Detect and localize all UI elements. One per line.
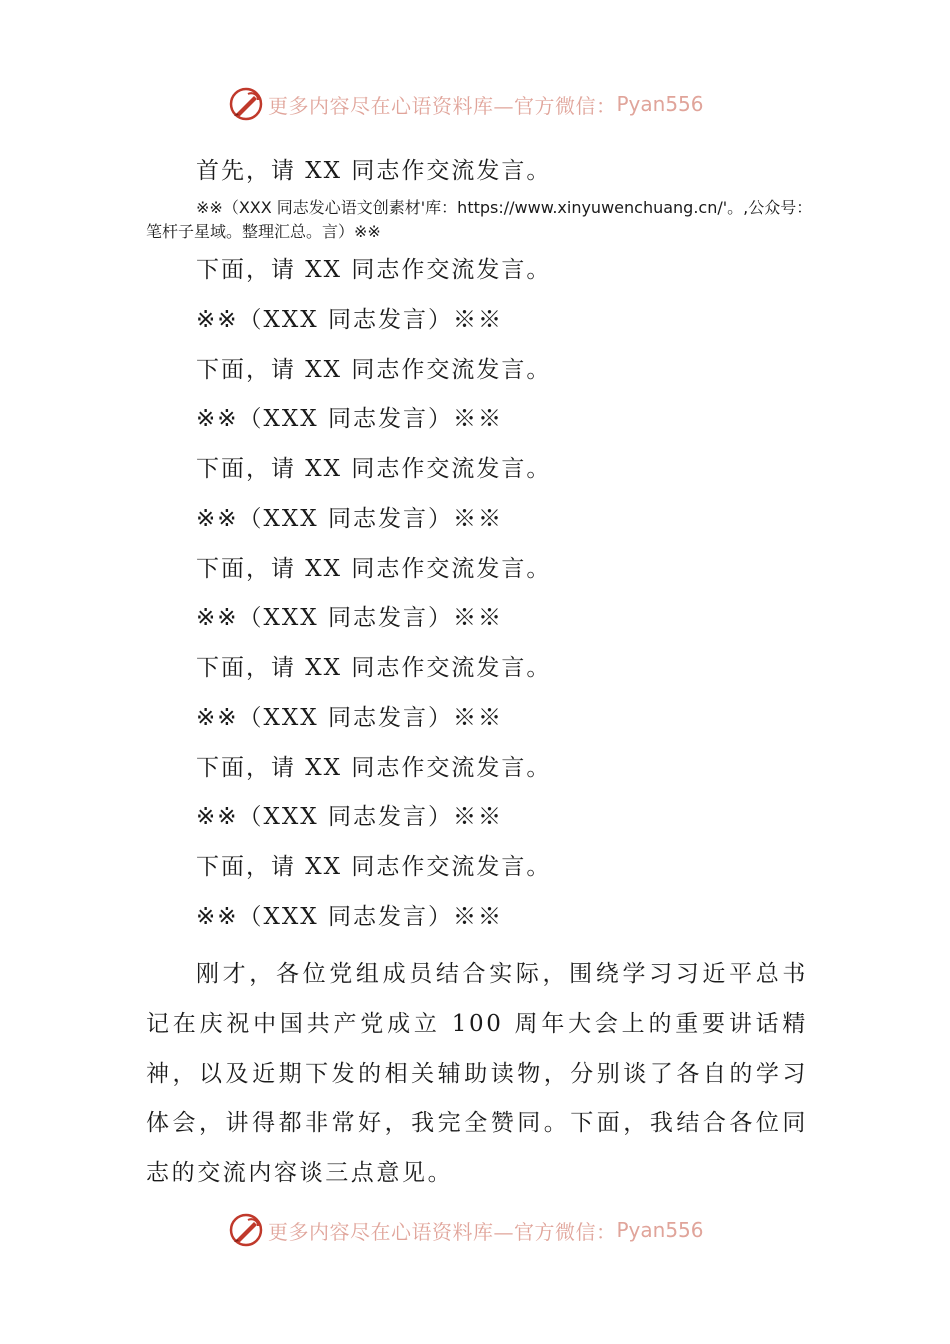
speaker-call-line: 下面，请 XX 同志作交流发言。 [196, 357, 552, 383]
banner-wechat-id: Pyan556 [616, 1218, 704, 1242]
banner-text: 更多内容尽在心语资料库—官方微信： [268, 1219, 617, 1244]
footer-banner [228, 1210, 748, 1250]
speaker-call-line: 下面，请 XX 同志作交流发言。 [196, 556, 552, 582]
speaker-call-line: 下面，请 XX 同志作交流发言。 [196, 755, 552, 781]
source-note: ※※（XXX 同志发心语文创素材'库：https://www.xinyuwenchuang.cn/'。,公众号：笔杆子星域。整理汇总。言）※※ [146, 198, 813, 241]
speech-placeholder-line: ※※（XXX 同志发言）※※ [196, 506, 503, 532]
speech-placeholder-line: ※※（XXX 同志发言）※※ [196, 904, 503, 930]
speaker-call-line: 下面，请 XX 同志作交流发言。 [196, 655, 552, 681]
speech-placeholder-line: ※※（XXX 同志发言）※※ [196, 406, 503, 432]
pen-logo-icon [228, 86, 264, 122]
speech-placeholder-line: ※※（XXX 同志发言）※※ [196, 307, 503, 333]
pen-logo-icon [228, 1212, 264, 1248]
speech-placeholder-line: ※※（XXX 同志发言）※※ [196, 804, 503, 830]
speaker-call-line: 下面，请 XX 同志作交流发言。 [196, 456, 552, 482]
first-speaker-line: 首先，请 XX 同志作交流发言。 [196, 158, 552, 184]
banner-wechat-id: Pyan556 [616, 92, 704, 116]
speaker-call-line: 下面，请 XX 同志作交流发言。 [196, 257, 552, 283]
speech-placeholder-line: ※※（XXX 同志发言）※※ [196, 605, 503, 631]
banner-text: 更多内容尽在心语资料库—官方微信： [268, 93, 617, 118]
speech-placeholder-line: ※※（XXX 同志发言）※※ [196, 705, 503, 731]
header-banner [228, 84, 748, 124]
closing-paragraph: 刚才，各位党组成员结合实际，围绕学习习近平总书记在庆祝中国共产党成立 100 周年大会上的重要讲话精神，以及近期下发的相关辅助读物，分别谈了各自的学习体会，讲得都非常好，我完全赞同。下面，我结合各位同志的交流内容谈三点意见。 [146, 961, 808, 1187]
speaker-call-line: 下面，请 XX 同志作交流发言。 [196, 854, 552, 880]
